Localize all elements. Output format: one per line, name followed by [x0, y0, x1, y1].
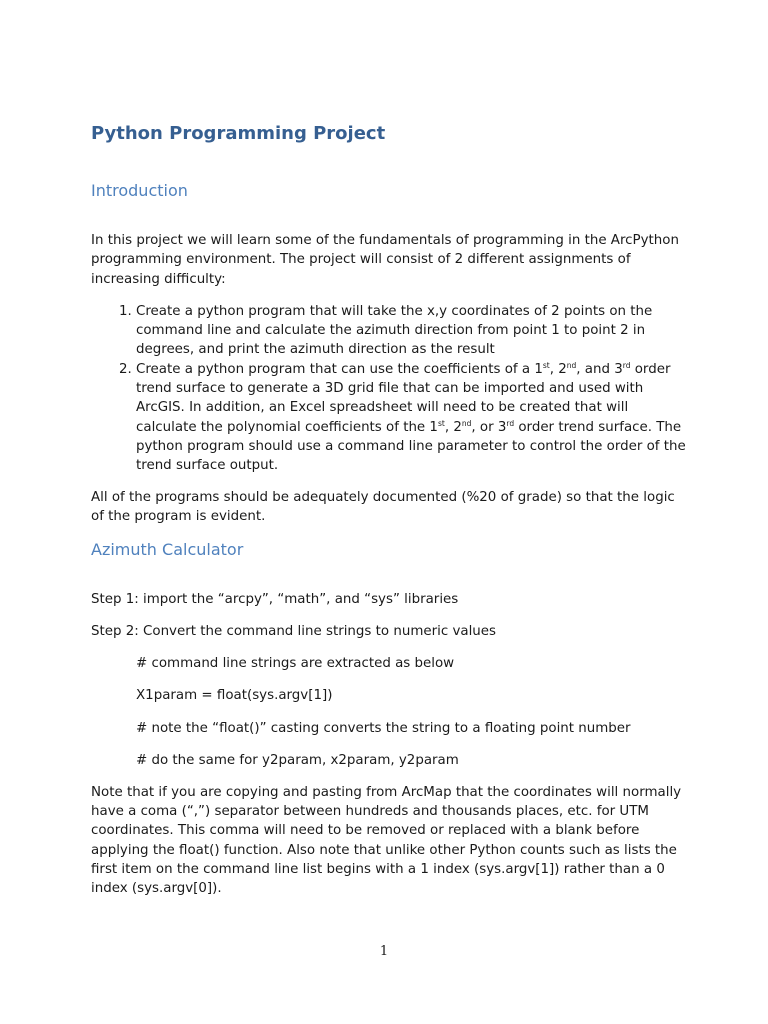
note-paragraph: Note that if you are copying and pasting from ArcMap that the coordinates will normally have a coma (“,”) separator between hundreds and thousands places, etc. for UTM coordinates. This comma will need to be removed or replaced with a blank before applying the float() function. Also note that unlike other Python counts such as lists the first item on the command line list begins with a 1 index (sys.argv[1]) rather than a 0 index (sys.argv[0]). — [91, 784, 682, 897]
code-line: # command line strings are extracted as below — [136, 656, 455, 672]
assignment-item-2 — [136, 360, 686, 476]
assignment-2-sup-b: nd — [566, 360, 577, 370]
documentation-paragraph: All of the programs should be adequately documented (%20 of grade) so that the logic of the program is evident. — [91, 489, 675, 524]
assignment-2-sup-f: rd — [506, 418, 515, 428]
code-line: # note the “float()” casting converts the string to a floating point number — [136, 720, 631, 736]
step-1-text: Step 1: import the “arcpy”, “math”, and “sys” libraries — [91, 592, 459, 608]
introduction-paragraph: In this project we will learn some of the fundamentals of programming in the ArcPython programming environment. The project will consist of 2 different assignments of increasing difficulty: — [91, 233, 679, 287]
assignment-2-sup-a: st — [542, 360, 550, 370]
assignment-2-text-d: order trend surface to generate a 3D grid file that can be imported and used with ArcGIS. In addition, an Excel spreadsheet will need to be created that will calculate the polynomial coefficients of the 1 — [136, 361, 671, 435]
azimuth-heading: Azimuth Calculator — [91, 540, 244, 560]
assignment-2-sup-c: rd — [622, 360, 631, 370]
document-body — [91, 122, 686, 899]
step-2-text: Step 2: Convert the command line strings to numeric values — [91, 624, 497, 640]
assignment-item-1: 1. Create a python program that will take the x,y coordinates of 2 points on the command line and calculate the azimuth direction from point 1 to point 2 in degrees, and print the azimuth direction as the result — [136, 302, 686, 360]
assignment-2-sup-d: st — [437, 418, 445, 428]
document-title: Python Programming Project — [91, 123, 386, 144]
assignment-2-text-g: order trend surface. The python program should use a command line parameter to control the order of the trend surface output. — [136, 419, 686, 474]
assignment-2-text-f: , or 3 — [471, 419, 507, 435]
code-line: X1param = float(sys.argv[1]) — [136, 688, 333, 704]
assignment-2-text-a: Create a python program that can use the coefficients of a 1 — [136, 361, 543, 377]
assignment-list — [91, 302, 686, 476]
assignment-2-sup-e: nd — [461, 418, 472, 428]
assignment-2-text-b: , 2 — [549, 361, 567, 377]
introduction-heading: Introduction — [91, 181, 188, 200]
assignment-2-text-c: , and 3 — [576, 361, 623, 377]
code-line: # do the same for y2param, x2param, y2param — [136, 752, 459, 768]
page-number: 1 — [379, 944, 389, 959]
assignment-2-text-e: , 2 — [444, 419, 462, 435]
